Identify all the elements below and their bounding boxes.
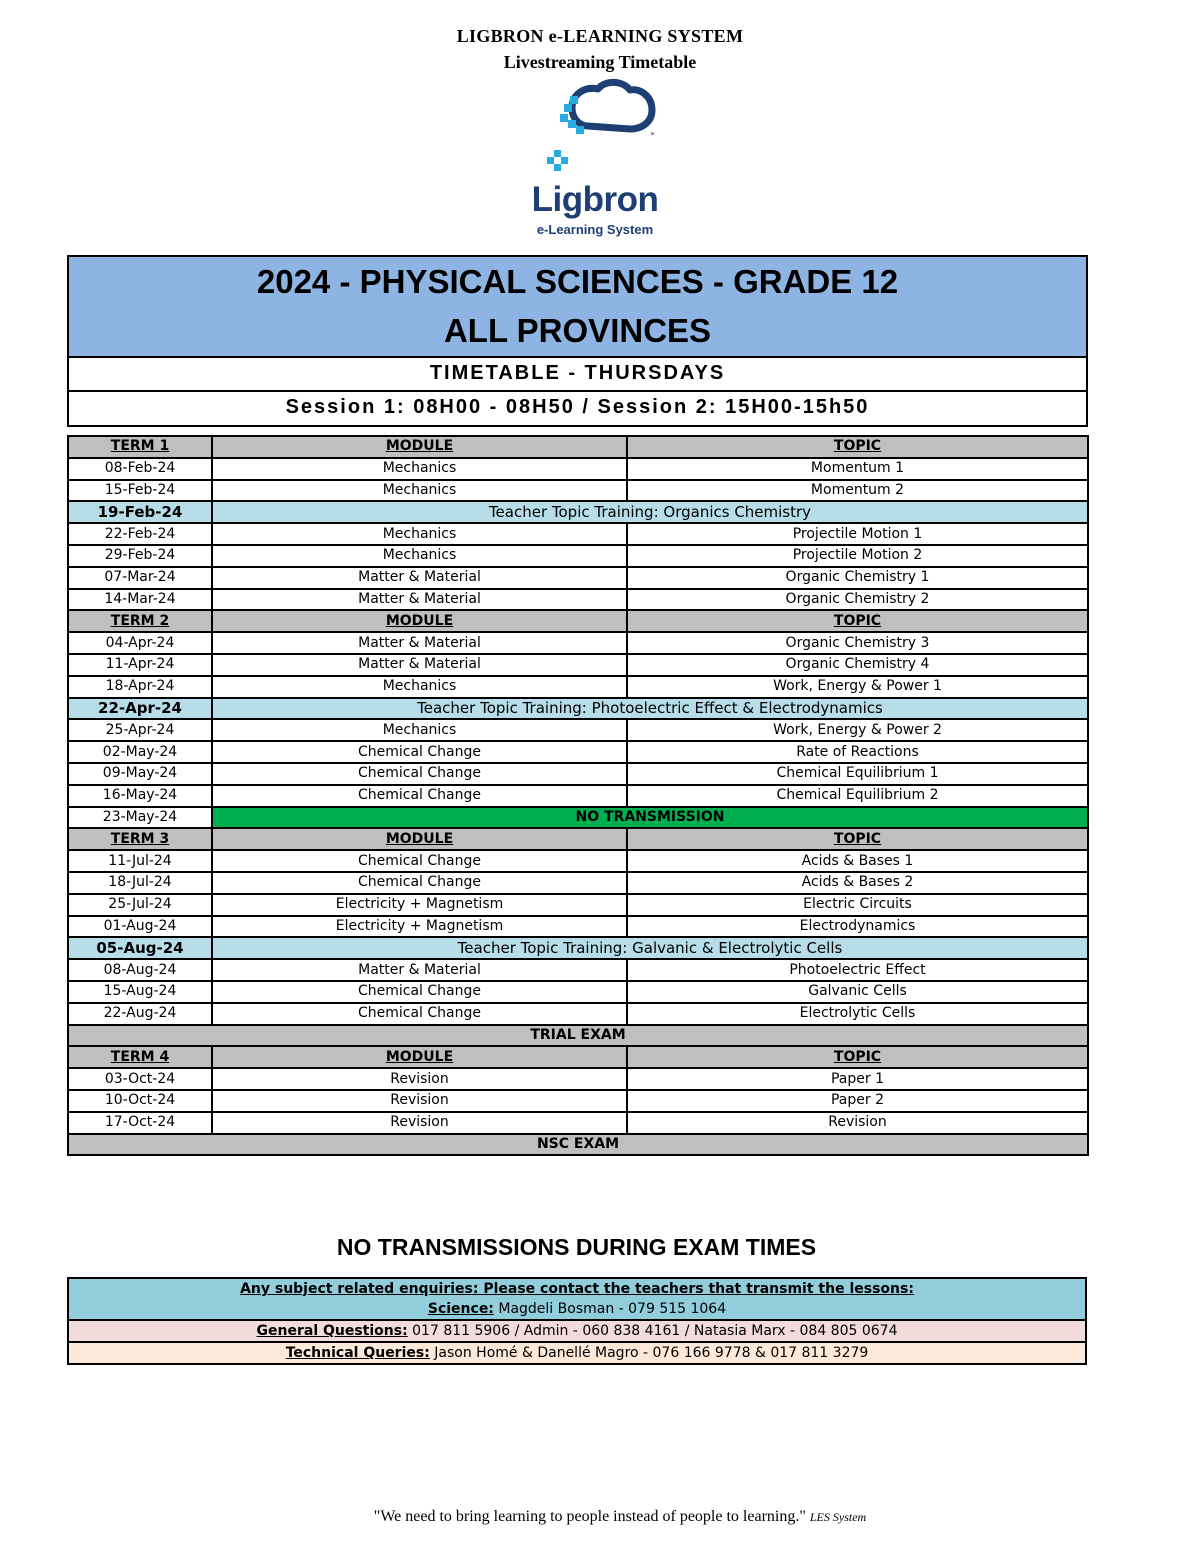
contact-technical [68, 1342, 1086, 1364]
training-description: Teacher Topic Training: Galvanic & Electrolytic Cells [212, 937, 1088, 959]
session-topic: Organic Chemistry 3 [627, 632, 1088, 654]
training-description: Teacher Topic Training: Organics Chemistry [212, 501, 1088, 523]
session-topic: Momentum 1 [627, 458, 1088, 480]
session-date: 22-Aug-24 [68, 1003, 212, 1025]
session-module: Revision [212, 1090, 627, 1112]
table-row [68, 1112, 1088, 1134]
session-module: Revision [212, 1112, 627, 1134]
session-date: 04-Apr-24 [68, 632, 212, 654]
session-topic: Rate of Reactions [627, 741, 1088, 763]
session-module: Chemical Change [212, 850, 627, 872]
training-date: 22-Apr-24 [68, 698, 212, 720]
session-module: Electricity + Magnetism [212, 894, 627, 916]
session-module: Chemical Change [212, 981, 627, 1003]
session-date: 18-Jul-24 [68, 872, 212, 894]
session-module: Matter & Material [212, 589, 627, 611]
training-date: 19-Feb-24 [68, 501, 212, 523]
table-row [68, 894, 1088, 916]
header-title: LIGBRON e-LEARNING SYSTEM [456, 26, 744, 46]
session-module: Chemical Change [212, 785, 627, 807]
no-transmission-label: NO TRANSMISSION [212, 807, 1088, 829]
module-column-header: MODULE [212, 1046, 627, 1068]
term-label: TERM 2 [68, 610, 212, 632]
session-module: Mechanics [212, 545, 627, 567]
session-date: 10-Oct-24 [68, 1090, 212, 1112]
exam-notice: NO TRANSMISSIONS DURING EXAM TIMES [336, 1234, 817, 1260]
session-date: 14-Mar-24 [68, 589, 212, 611]
table-row [68, 1003, 1088, 1025]
training-row [68, 937, 1088, 959]
general-label: General Questions: [256, 1323, 408, 1339]
session-module: Revision [212, 1068, 627, 1090]
table-row [68, 981, 1088, 1003]
logo-tagline: e-Learning System [536, 222, 654, 237]
contacts-box [67, 1277, 1087, 1365]
session-module: Matter & Material [212, 567, 627, 589]
banner-line2: ALL PROVINCES [443, 312, 712, 349]
table-row [68, 1090, 1088, 1112]
session-topic: Electrolytic Cells [627, 1003, 1088, 1025]
session-module: Chemical Change [212, 872, 627, 894]
term-header-row [68, 610, 1088, 632]
quote-attribution: LES System [809, 1510, 867, 1524]
session-date: 22-Feb-24 [68, 523, 212, 545]
session-topic: Chemical Equilibrium 2 [627, 785, 1088, 807]
timetable [67, 435, 1089, 1156]
session-date: 08-Feb-24 [68, 458, 212, 480]
module-column-header: MODULE [212, 610, 627, 632]
term-header-row [68, 828, 1088, 850]
session-module: Matter & Material [212, 959, 627, 981]
table-row [68, 916, 1088, 938]
title-banner [67, 255, 1088, 359]
session-date: 01-Aug-24 [68, 916, 212, 938]
banner-line1: 2024 - PHYSICAL SCIENCES - GRADE 12 [256, 263, 899, 300]
session-date: 15-Feb-24 [68, 480, 212, 502]
session-topic: Acids & Bases 1 [627, 850, 1088, 872]
exam-row [68, 1134, 1088, 1156]
table-row [68, 458, 1088, 480]
quote-text: "We need to bring learning to people instead of people to learning." [373, 1508, 806, 1525]
table-row [68, 850, 1088, 872]
session-module: Mechanics [212, 523, 627, 545]
contact-general [68, 1320, 1086, 1342]
exam-label: TRIAL EXAM [68, 1025, 1088, 1047]
term-header-row [68, 436, 1088, 458]
module-column-header: MODULE [212, 436, 627, 458]
footer-quote [0, 1508, 1200, 1526]
session-date: 08-Aug-24 [68, 959, 212, 981]
topic-column-header: TOPIC [627, 610, 1088, 632]
session-date: 15-Aug-24 [68, 981, 212, 1003]
session-module: Mechanics [212, 719, 627, 741]
session-topic: Photoelectric Effect [627, 959, 1088, 981]
session-date: 18-Apr-24 [68, 676, 212, 698]
general-contact: 017 811 5906 / Admin - 060 838 4161 / Natasia Marx - 084 805 0674 [407, 1323, 898, 1339]
session-module: Electricity + Magnetism [212, 916, 627, 938]
session-topic: Organic Chemistry 1 [627, 567, 1088, 589]
training-row [68, 501, 1088, 523]
session-times: Session 1: 08H00 - 08H50 / Session 2: 15H00-15h50 [67, 390, 1088, 427]
contact-science [68, 1278, 1086, 1320]
session-date: 11-Apr-24 [68, 654, 212, 676]
session-date: 03-Oct-24 [68, 1068, 212, 1090]
svg-text:»: » [650, 129, 655, 138]
enquiries-heading: Any subject related enquiries: Please contact the teachers that transmit the lessons: [240, 1281, 914, 1297]
session-topic: Projectile Motion 2 [627, 545, 1088, 567]
topic-column-header: TOPIC [627, 828, 1088, 850]
session-topic: Paper 1 [627, 1068, 1088, 1090]
table-row [68, 480, 1088, 502]
table-row [68, 719, 1088, 741]
exam-row [68, 1025, 1088, 1047]
session-topic: Chemical Equilibrium 1 [627, 763, 1088, 785]
session-module: Matter & Material [212, 632, 627, 654]
table-row [68, 632, 1088, 654]
training-description: Teacher Topic Training: Photoelectric Effect & Electrodynamics [212, 698, 1088, 720]
session-module: Mechanics [212, 676, 627, 698]
table-row [68, 785, 1088, 807]
session-date: 11-Jul-24 [68, 850, 212, 872]
term-header-row [68, 1046, 1088, 1068]
session-topic: Revision [627, 1112, 1088, 1134]
session-topic: Work, Energy & Power 1 [627, 676, 1088, 698]
session-topic: Galvanic Cells [627, 981, 1088, 1003]
topic-column-header: TOPIC [627, 1046, 1088, 1068]
session-module: Chemical Change [212, 741, 627, 763]
exam-label: NSC EXAM [68, 1134, 1088, 1156]
session-date: 07-Mar-24 [68, 567, 212, 589]
session-topic: Paper 2 [627, 1090, 1088, 1112]
term-label: TERM 3 [68, 828, 212, 850]
session-date: 29-Feb-24 [68, 545, 212, 567]
science-label: Science: [427, 1301, 494, 1317]
session-module: Matter & Material [212, 654, 627, 676]
session-module: Chemical Change [212, 1003, 627, 1025]
topic-column-header: TOPIC [627, 436, 1088, 458]
session-topic: Organic Chemistry 2 [627, 589, 1088, 611]
session-module: Mechanics [212, 458, 627, 480]
session-topic: Organic Chemistry 4 [627, 654, 1088, 676]
table-row [68, 589, 1088, 611]
table-row [68, 567, 1088, 589]
training-date: 05-Aug-24 [68, 937, 212, 959]
term-label: TERM 4 [68, 1046, 212, 1068]
no-transmission-row [68, 807, 1088, 829]
table-row [68, 654, 1088, 676]
session-date: 17-Oct-24 [68, 1112, 212, 1134]
technical-contact: Jason Homé & Danellé Magro - 076 166 9778 & 017 811 3279 [429, 1345, 869, 1361]
session-topic: Projectile Motion 1 [627, 523, 1088, 545]
session-module: Mechanics [212, 480, 627, 502]
header-subtitle: Livestreaming Timetable [503, 52, 697, 72]
table-row [68, 741, 1088, 763]
timetable-day: TIMETABLE - THURSDAYS [67, 356, 1088, 392]
session-topic: Electric Circuits [627, 894, 1088, 916]
session-date: 09-May-24 [68, 763, 212, 785]
session-topic: Acids & Bases 2 [627, 872, 1088, 894]
module-column-header: MODULE [212, 828, 627, 850]
technical-label: Technical Queries: [285, 1345, 430, 1361]
term-label: TERM 1 [68, 436, 212, 458]
session-date: 02-May-24 [68, 741, 212, 763]
session-date: 25-Apr-24 [68, 719, 212, 741]
logo-wordmark: Ligbron [531, 180, 659, 219]
table-row [68, 959, 1088, 981]
table-row [68, 872, 1088, 894]
session-topic: Electrodynamics [627, 916, 1088, 938]
training-row [68, 698, 1088, 720]
session-date: 16-May-24 [68, 785, 212, 807]
session-topic: Work, Energy & Power 2 [627, 719, 1088, 741]
table-row [68, 1068, 1088, 1090]
no-transmission-date: 23-May-24 [68, 807, 212, 829]
science-contact: Magdeli Bosman - 079 515 1064 [493, 1301, 727, 1317]
session-module: Chemical Change [212, 763, 627, 785]
session-date: 25-Jul-24 [68, 894, 212, 916]
table-row [68, 523, 1088, 545]
table-row [68, 676, 1088, 698]
table-row [68, 545, 1088, 567]
table-row [68, 763, 1088, 785]
session-topic: Momentum 2 [627, 480, 1088, 502]
